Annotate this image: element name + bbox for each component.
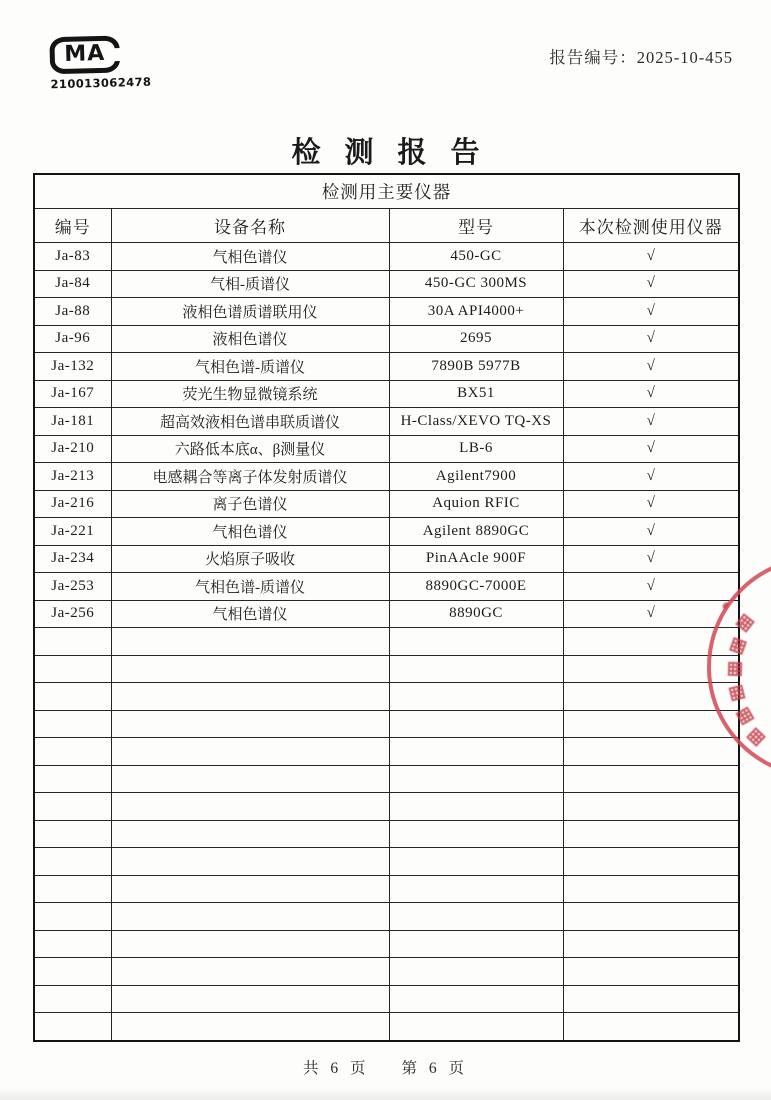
- cell-equipment-name: [111, 875, 389, 903]
- cell-equipment-name: [111, 738, 389, 766]
- cell-model: [389, 903, 563, 931]
- cell-used-checkmark: [563, 985, 739, 1013]
- total-pages-label: 共 6 页: [303, 1060, 370, 1077]
- table-row: [34, 243, 739, 271]
- cell-equipment-name: [111, 765, 389, 793]
- cell-equipment-name: 荧光生物显微镜系统: [111, 380, 389, 408]
- cell-used-checkmark: √: [563, 298, 739, 326]
- cell-equipment-name: [111, 710, 389, 738]
- cell-model: [389, 848, 563, 876]
- cell-used-checkmark: √: [563, 573, 739, 601]
- cell-equipment-name: [111, 903, 389, 931]
- table-column-header-row: [34, 209, 739, 243]
- cell-used-checkmark: √: [563, 518, 739, 546]
- page-title: 检测报告: [291, 137, 504, 169]
- cell-instrument-id: [34, 958, 111, 986]
- table-empty-row: [34, 793, 739, 821]
- cell-model: Agilent 8890GC: [389, 518, 563, 546]
- cell-instrument-id: [34, 655, 111, 683]
- stamp-glyph: [735, 613, 755, 633]
- cell-instrument-id: Ja-253: [34, 573, 111, 601]
- cell-instrument-id: Ja-213: [34, 463, 111, 491]
- cell-used-checkmark: [563, 793, 739, 821]
- cell-instrument-id: [34, 1013, 111, 1041]
- cell-used-checkmark: √: [563, 490, 739, 518]
- cell-equipment-name: 离子色谱仪: [111, 490, 389, 518]
- cell-instrument-id: Ja-216: [34, 490, 111, 518]
- cell-equipment-name: [111, 655, 389, 683]
- table-empty-row: [34, 820, 739, 848]
- cell-equipment-name: 火焰原子吸收: [111, 545, 389, 573]
- cell-instrument-id: Ja-181: [34, 408, 111, 436]
- table-empty-row: [34, 930, 739, 958]
- cell-instrument-id: Ja-88: [34, 298, 111, 326]
- table-empty-row: [34, 985, 739, 1013]
- table-row: [34, 270, 739, 298]
- table-empty-row: [34, 1013, 739, 1041]
- cell-model: 8890GC-7000E: [389, 573, 563, 601]
- cell-instrument-id: [34, 738, 111, 766]
- table-span-header: 检测用主要仪器: [34, 174, 739, 209]
- cell-model: Agilent7900: [389, 463, 563, 491]
- cell-used-checkmark: [563, 875, 739, 903]
- column-header-model: 型号: [389, 209, 563, 243]
- stamp-glyph: [729, 685, 746, 702]
- column-header-equipment-name: 设备名称: [111, 209, 389, 243]
- cell-model: [389, 628, 563, 656]
- cell-model: 450-GC: [389, 243, 563, 271]
- cell-used-checkmark: √: [563, 325, 739, 353]
- cell-instrument-id: Ja-96: [34, 325, 111, 353]
- cell-equipment-name: 气相色谱仪: [111, 600, 389, 628]
- cell-equipment-name: [111, 930, 389, 958]
- cell-equipment-name: 六路低本底α、β测量仪: [111, 435, 389, 463]
- cell-equipment-name: [111, 793, 389, 821]
- cell-equipment-name: 气相色谱-质谱仪: [111, 573, 389, 601]
- cell-equipment-name: [111, 848, 389, 876]
- cell-model: [389, 655, 563, 683]
- report-number: 报告编号：2025-10-455: [549, 48, 733, 67]
- table-empty-row: [34, 710, 739, 738]
- cell-used-checkmark: [563, 848, 739, 876]
- cell-model: PinAAcle 900F: [389, 545, 563, 573]
- cell-used-checkmark: √: [563, 408, 739, 436]
- cma-logo-c-opening: [112, 47, 122, 60]
- column-header-id: 编号: [34, 209, 111, 243]
- cell-instrument-id: [34, 875, 111, 903]
- cell-instrument-id: Ja-256: [34, 600, 111, 628]
- cell-instrument-id: [34, 985, 111, 1013]
- cell-equipment-name: 超高效液相色谱串联质谱仪: [111, 408, 389, 436]
- cma-accreditation-logo: [49, 35, 151, 92]
- cell-used-checkmark: [563, 958, 739, 986]
- table-row: [34, 380, 739, 408]
- table-row: [34, 435, 739, 463]
- cell-equipment-name: 气相色谱-质谱仪: [111, 353, 389, 381]
- scanner-edge-shadow: [0, 1088, 771, 1100]
- instruments-table: [33, 173, 740, 1042]
- cell-equipment-name: [111, 985, 389, 1013]
- cell-equipment-name: [111, 820, 389, 848]
- cell-equipment-name: 气相色谱仪: [111, 518, 389, 546]
- cell-used-checkmark: √: [563, 270, 739, 298]
- cell-equipment-name: 电感耦合等离子体发射质谱仪: [111, 463, 389, 491]
- cell-used-checkmark: [563, 903, 739, 931]
- table-body: [34, 243, 739, 1041]
- table-empty-row: [34, 683, 739, 711]
- cell-equipment-name: [111, 628, 389, 656]
- stamp-glyph: [746, 727, 766, 747]
- table-row: [34, 325, 739, 353]
- cell-instrument-id: [34, 765, 111, 793]
- cell-model: BX51: [389, 380, 563, 408]
- cell-equipment-name: 气相-质谱仪: [111, 270, 389, 298]
- cell-instrument-id: Ja-83: [34, 243, 111, 271]
- stamp-glyph: [729, 637, 747, 655]
- cell-model: [389, 958, 563, 986]
- table-row: [34, 573, 739, 601]
- cell-instrument-id: Ja-84: [34, 270, 111, 298]
- current-page-label: 第 6 页: [401, 1060, 468, 1077]
- cell-used-checkmark: [563, 710, 739, 738]
- table-row: [34, 463, 739, 491]
- cell-model: 30A API4000+: [389, 298, 563, 326]
- cell-instrument-id: Ja-221: [34, 518, 111, 546]
- cell-used-checkmark: [563, 820, 739, 848]
- cell-used-checkmark: √: [563, 463, 739, 491]
- table-empty-row: [34, 848, 739, 876]
- cell-equipment-name: [111, 958, 389, 986]
- cell-model: [389, 930, 563, 958]
- cell-model: [389, 1013, 563, 1041]
- cell-model: [389, 710, 563, 738]
- cma-logo-letters: MA: [63, 40, 106, 67]
- table-empty-row: [34, 628, 739, 656]
- table-empty-row: [34, 655, 739, 683]
- cell-model: LB-6: [389, 435, 563, 463]
- cell-used-checkmark: [563, 1013, 739, 1041]
- table-row: [34, 490, 739, 518]
- cell-model: 7890B 5977B: [389, 353, 563, 381]
- table-row: [34, 545, 739, 573]
- cell-instrument-id: [34, 903, 111, 931]
- table-empty-row: [34, 958, 739, 986]
- cell-instrument-id: [34, 848, 111, 876]
- cell-instrument-id: [34, 820, 111, 848]
- cell-model: 8890GC: [389, 600, 563, 628]
- cell-used-checkmark: √: [563, 380, 739, 408]
- cell-model: 450-GC 300MS: [389, 270, 563, 298]
- cell-equipment-name: 液相色谱质谱联用仪: [111, 298, 389, 326]
- table-row: [34, 353, 739, 381]
- cell-model: [389, 875, 563, 903]
- cell-instrument-id: [34, 710, 111, 738]
- cell-model: H-Class/XEVO TQ-XS: [389, 408, 563, 436]
- table-empty-row: [34, 765, 739, 793]
- cell-used-checkmark: √: [563, 545, 739, 573]
- cell-used-checkmark: √: [563, 243, 739, 271]
- cell-instrument-id: [34, 683, 111, 711]
- cell-instrument-id: Ja-132: [34, 353, 111, 381]
- cell-equipment-name: 气相色谱仪: [111, 243, 389, 271]
- cell-used-checkmark: [563, 930, 739, 958]
- cell-instrument-id: Ja-210: [34, 435, 111, 463]
- cell-used-checkmark: √: [563, 600, 739, 628]
- table-row: [34, 408, 739, 436]
- table-row: [34, 518, 739, 546]
- cell-used-checkmark: [563, 765, 739, 793]
- cell-instrument-id: [34, 793, 111, 821]
- table-row: [34, 600, 739, 628]
- cell-instrument-id: Ja-234: [34, 545, 111, 573]
- table-span-header-row: [34, 174, 739, 209]
- cell-equipment-name: [111, 1013, 389, 1041]
- page-footer: [0, 1056, 771, 1078]
- cell-model: [389, 683, 563, 711]
- cell-instrument-id: [34, 628, 111, 656]
- table-empty-row: [34, 875, 739, 903]
- table-empty-row: [34, 738, 739, 766]
- cell-model: Aquion RFIC: [389, 490, 563, 518]
- cma-certificate-number: 210013062478: [50, 74, 152, 92]
- cell-instrument-id: Ja-167: [34, 380, 111, 408]
- cell-model: [389, 793, 563, 821]
- cell-used-checkmark: √: [563, 353, 739, 381]
- column-header-used-this-test: 本次检测使用仪器: [563, 209, 739, 243]
- stamp-glyph: [735, 706, 754, 725]
- table-empty-row: [34, 903, 739, 931]
- cell-model: [389, 738, 563, 766]
- cell-model: 2695: [389, 325, 563, 353]
- cell-model: [389, 765, 563, 793]
- stamp-glyph: [728, 662, 742, 676]
- cell-equipment-name: [111, 683, 389, 711]
- cell-used-checkmark: [563, 738, 739, 766]
- cell-model: [389, 985, 563, 1013]
- cell-equipment-name: 液相色谱仪: [111, 325, 389, 353]
- cell-instrument-id: [34, 930, 111, 958]
- cma-logo-outline: [49, 35, 120, 74]
- cell-model: [389, 820, 563, 848]
- table-row: [34, 298, 739, 326]
- cell-used-checkmark: √: [563, 435, 739, 463]
